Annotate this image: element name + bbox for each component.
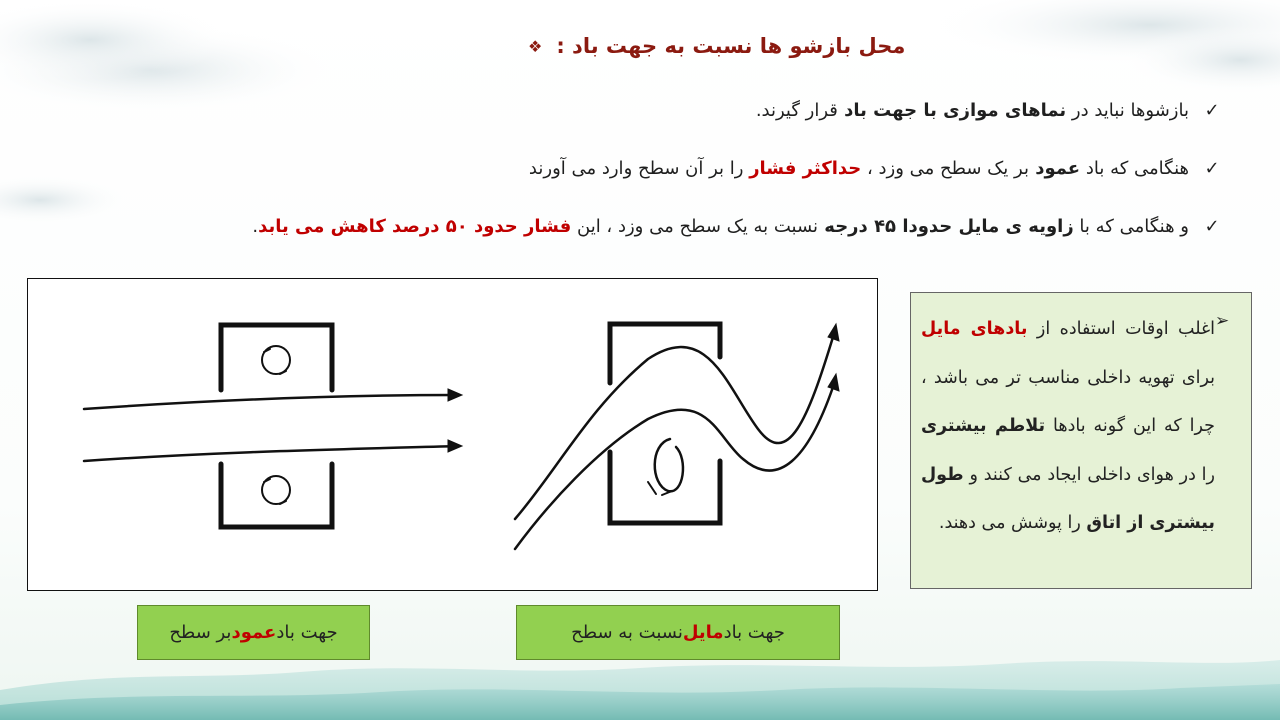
- note-text: اغلب اوقات استفاده از بادهای مایل برای تهویه داخلی مناسب تر می باشد ، چرا که این گونه بادها تلاطم بیشتری را در هوای داخلی ایجاد می کنند و طول بیشتری از اتاق را پوشش می دهند.: [921, 319, 1215, 533]
- bullet-line-2: [165, 154, 1225, 182]
- room-wall-bottom-left: [221, 464, 332, 527]
- diamond-bullet-icon: ❖: [528, 36, 543, 56]
- eddy-icon: [655, 439, 683, 491]
- arrowhead-icon: [828, 324, 839, 341]
- check-icon: ✓: [1204, 157, 1220, 179]
- wind-flow-illustration: [28, 279, 877, 590]
- note-row: [921, 305, 1237, 548]
- bullet-text: و هنگامی که با زاویه ی مایل حدودا ۴۵ درجه نسبت به یک سطح می وزد ، این فشار حدود ۵۰ درصد کاهش می یابد.: [252, 215, 1189, 237]
- title-text: محل بازشو ها نسبت به جهت باد :: [556, 34, 906, 58]
- wind-diagram: [27, 278, 878, 591]
- bullet-list: [165, 96, 1225, 270]
- arrowhead-icon: [448, 440, 462, 452]
- arrowhead-icon: [828, 374, 839, 391]
- slide-title: [528, 34, 1228, 58]
- label-perpendicular-wind: جهت باد عمود بر سطح: [137, 605, 370, 660]
- bullet-text: هنگامی که باد عمود بر یک سطح می وزد ، حداکثر فشار را بر آن سطح وارد می آورند: [528, 157, 1189, 179]
- room-wall-bottom-right: [610, 452, 720, 523]
- wind-line: [84, 395, 458, 409]
- check-icon: ✓: [1204, 215, 1220, 237]
- check-icon: ✓: [1204, 99, 1220, 121]
- note-box: [910, 292, 1252, 589]
- label-oblique-wind: جهت باد مایل نسبت به سطح: [516, 605, 840, 660]
- bullet-line-1: [165, 96, 1225, 124]
- arrow-bullet-icon: ➢: [1215, 311, 1230, 331]
- wind-line: [84, 446, 458, 461]
- arrowhead-icon: [448, 389, 462, 401]
- bullet-text: بازشوها نباید در نماهای موازی با جهت باد قرار گیرند.: [755, 99, 1189, 121]
- room-wall-top-left: [221, 325, 332, 390]
- bullet-line-3: [165, 212, 1225, 240]
